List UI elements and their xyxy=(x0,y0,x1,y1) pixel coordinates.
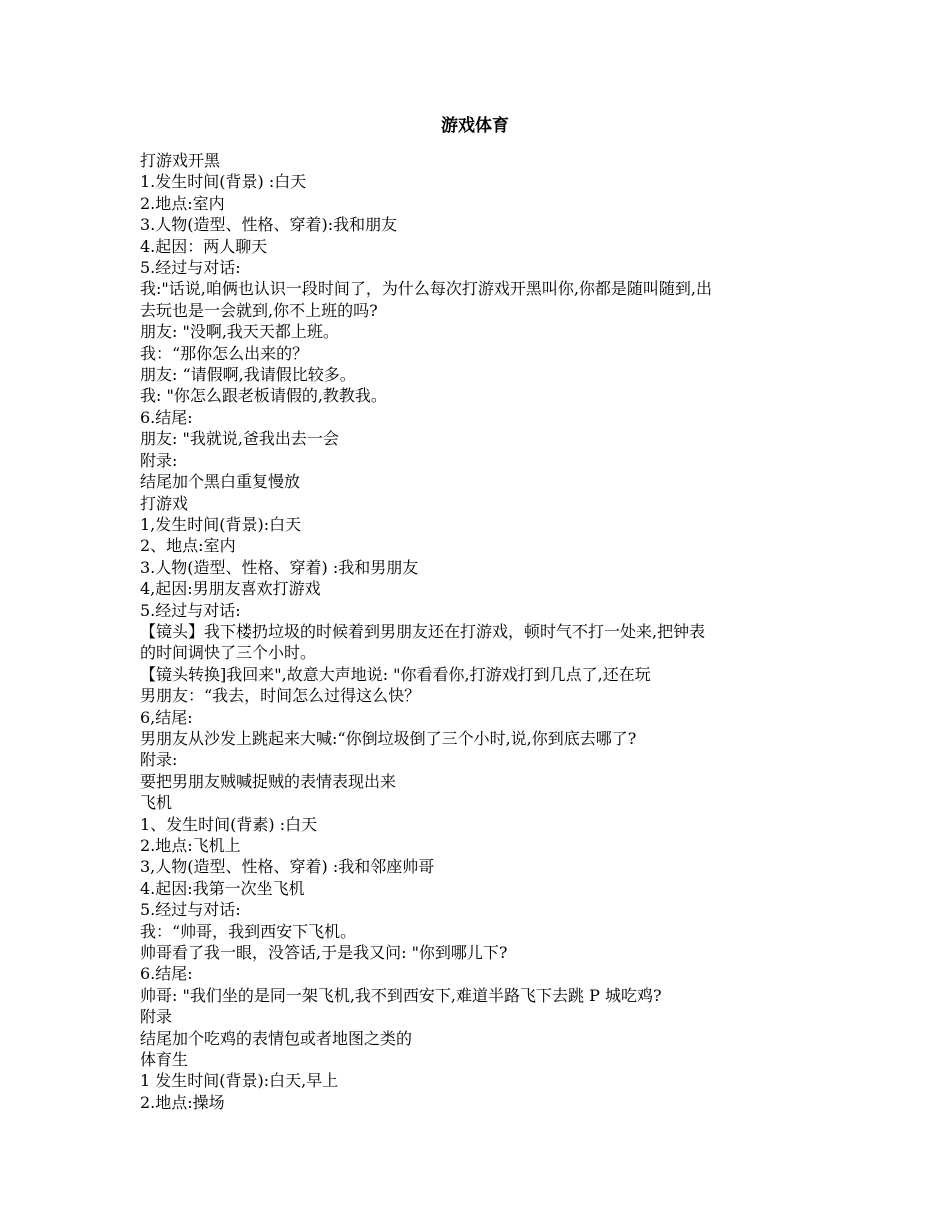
text-line: 3.人物(造型、性格、穿着) :我和男朋友 xyxy=(140,557,419,577)
text-line: 1 发生时间(背景):白天,早上 xyxy=(140,1071,339,1091)
text-line: 3,人物(造型、性格、穿着) :我和邻座帅哥 xyxy=(140,857,435,877)
text-line: 男朋友从沙发上跳起来大喊:“你倒垃圾倒了三个小时,说,你到底去哪了? xyxy=(140,728,637,748)
text-line: 4,起因:男朋友喜欢打游戏 xyxy=(140,579,321,599)
text-line: 我: "你怎么跟老板请假的,教教我。 xyxy=(140,386,387,406)
text-line: 2.地点:操场 xyxy=(140,1092,225,1112)
text-line: 帅哥看了我一眼，没答话,于是我又问: "你到哪儿下? xyxy=(140,943,508,963)
text-line: 5.经过与对话: xyxy=(140,900,241,920)
text-line: 6.结尾: xyxy=(140,964,193,984)
text-line: 飞机 xyxy=(140,793,173,813)
text-line: 结尾加个吃鸡的表情包或者地图之类的 xyxy=(140,1028,413,1048)
text-line: 6,结尾: xyxy=(140,707,193,727)
text-line: 1、发生时间(背素) :白天 xyxy=(140,814,318,834)
text-line: 5.经过与对话: xyxy=(140,258,241,278)
text-line: 结尾加个黑白重复慢放 xyxy=(140,472,301,492)
text-line: 打游戏开黑 xyxy=(140,151,221,170)
document-body xyxy=(140,150,810,1113)
text-line: 体育生 xyxy=(140,1050,189,1070)
text-line: 3.人物(造型、性格、穿着):我和朋友 xyxy=(140,215,398,235)
text-line: 朋友: “请假啊,我请假比较多。 xyxy=(140,365,356,385)
text-line: 4.起因：两人聊天 xyxy=(140,236,268,256)
text-line: 2.地点:室内 xyxy=(140,193,225,213)
text-line: 4.起因:我第一次坐飞机 xyxy=(140,878,305,898)
text-line: 的时间调快了三个小时。 xyxy=(140,643,317,663)
text-line: 5.经过与对话: xyxy=(140,600,241,620)
text-line: 朋友: "我就说,爸我出去一会 xyxy=(140,429,339,449)
text-line: 2、地点:室内 xyxy=(140,536,236,556)
text-line: 附录: xyxy=(140,450,178,470)
text-line: 帅哥: "我们坐的是同一架飞机,我不到西安下,难道半路飞下去跳 P 城吃鸡? xyxy=(140,985,662,1005)
text-line: 要把男朋友贼喊捉贼的表情表现出来 xyxy=(140,771,397,791)
text-line: 我：“那你怎么出来的？ xyxy=(140,343,309,363)
text-line: 我:"话说,咱俩也认识一段时间了，为什么每次打游戏开黑叫你,你都是随叫随到,出 xyxy=(140,279,713,299)
text-line: 我：“帅哥，我到西安下飞机。 xyxy=(140,921,357,941)
text-line: 1,发生时间(背景):白天 xyxy=(140,514,302,534)
text-line: 附录 xyxy=(140,1007,173,1027)
text-line: 男朋友：“我去，时间怎么过得这么快？ xyxy=(140,686,421,706)
text-line: 打游戏 xyxy=(140,493,189,513)
text-line: 1.发生时间(背景) :白天 xyxy=(140,172,307,192)
text-line: 附录: xyxy=(140,750,178,770)
document-title: 游戏体育 xyxy=(441,116,509,136)
text-line: 6.结尾: xyxy=(140,407,193,427)
text-line: 【镜头转换]我回来",故意大声地说: "你看看你,打游戏打到几点了,还在玩 xyxy=(140,664,651,684)
text-line: 去玩也是一会就到,你不上班的吗? xyxy=(140,300,378,320)
text-line: 2.地点:飞机上 xyxy=(140,836,241,855)
text-line: 朋友: "没啊,我天天都上班。 xyxy=(140,322,339,342)
text-line: 【镜头】我下楼扔垃圾的时候着到男朋友还在打游戏，顿时气不打一处来,把钟表 xyxy=(140,621,706,641)
